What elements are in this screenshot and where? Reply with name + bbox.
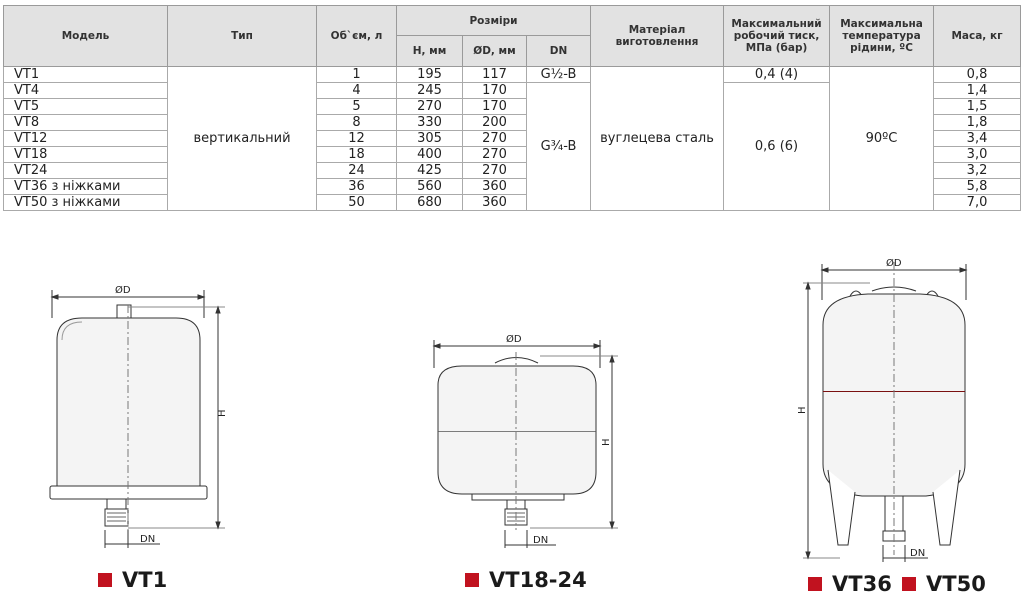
caption-vt36-label: VT36 (832, 572, 892, 596)
table-cell-d: 270 (463, 163, 527, 179)
table-cell-volume: 24 (317, 163, 397, 179)
dn-small-cell: G½-B (527, 67, 591, 83)
vt1-drawing (50, 290, 225, 548)
table-cell-model: VT18 (4, 147, 168, 163)
header-model: Модель (4, 6, 168, 67)
table-cell-h: 560 (397, 179, 463, 195)
table-cell-mass: 3,4 (934, 131, 1021, 147)
material-cell: вуглецева сталь (591, 67, 724, 211)
header-temperature: Максимальна температура рідини, ºC (830, 6, 934, 67)
caption-vt18 (465, 568, 587, 592)
table-cell-volume: 18 (317, 147, 397, 163)
table-cell-volume: 1 (317, 67, 397, 83)
red-square-icon (98, 573, 112, 587)
caption-vt1-label: VT1 (122, 568, 168, 592)
table-cell-d: 117 (463, 67, 527, 83)
table-cell-d: 170 (463, 99, 527, 115)
header-dn: DN (527, 36, 591, 67)
dn-large-cell: G¾-B (527, 83, 591, 211)
table-cell-volume: 8 (317, 115, 397, 131)
vt1-dim-dn-label: DN (140, 534, 156, 545)
pressure-large-cell: 0,6 (6) (724, 83, 830, 211)
red-square-icon (902, 577, 916, 591)
table-cell-model: VT1 (4, 67, 168, 83)
table-cell-mass: 1,4 (934, 83, 1021, 99)
table-cell-h: 305 (397, 131, 463, 147)
red-square-icon (465, 573, 479, 587)
vt36-dim-dn-label: DN (910, 548, 926, 559)
red-square-icon (808, 577, 822, 591)
table-cell-volume: 12 (317, 131, 397, 147)
vt18-dim-d-label: ØD (506, 334, 522, 345)
table-cell-volume: 4 (317, 83, 397, 99)
caption-vt50 (902, 572, 986, 596)
table-cell-model: VT24 (4, 163, 168, 179)
table-cell-volume: 36 (317, 179, 397, 195)
table-cell-d: 360 (463, 179, 527, 195)
caption-vt18-label: VT18-24 (489, 568, 587, 592)
header-d: ØD, мм (463, 36, 527, 67)
vt18-drawing (434, 340, 618, 548)
table-cell-h: 245 (397, 83, 463, 99)
vt36-dim-h-label: H (797, 406, 808, 414)
table-cell-model: VT36 з ніжками (4, 179, 168, 195)
table-cell-h: 195 (397, 67, 463, 83)
header-volume: Об`єм, л (317, 6, 397, 67)
table-cell-d: 200 (463, 115, 527, 131)
pressure-small-cell: 0,4 (4) (724, 67, 830, 83)
vt18-dim-dn-label: DN (533, 535, 549, 546)
tank-drawings (0, 250, 1024, 601)
caption-vt1 (98, 568, 167, 592)
vt1-dim-h-label: H (217, 409, 228, 417)
header-h: H, мм (397, 36, 463, 67)
type-cell: вертикальний (168, 67, 317, 211)
table-cell-mass: 7,0 (934, 195, 1021, 211)
table-cell-h: 330 (397, 115, 463, 131)
table-cell-mass: 5,8 (934, 179, 1021, 195)
table-cell-model: VT50 з ніжками (4, 195, 168, 211)
vt1-dim-d-label: ØD (115, 285, 131, 296)
table-cell-model: VT8 (4, 115, 168, 131)
table-cell-h: 270 (397, 99, 463, 115)
header-type: Тип (168, 6, 317, 67)
header-sizes: Розміри (397, 6, 591, 36)
spec-table (3, 5, 1021, 211)
table-cell-d: 170 (463, 83, 527, 99)
temperature-cell: 90ºC (830, 67, 934, 211)
table-cell-d: 270 (463, 147, 527, 163)
vt36-dim-d-label: ØD (886, 258, 902, 269)
table-cell-h: 680 (397, 195, 463, 211)
header-pressure: Максимальний робочий тиск, МПа (бар) (724, 6, 830, 67)
table-cell-model: VT4 (4, 83, 168, 99)
table-cell-volume: 50 (317, 195, 397, 211)
table-cell-mass: 1,8 (934, 115, 1021, 131)
table-cell-d: 270 (463, 131, 527, 147)
table-cell-h: 400 (397, 147, 463, 163)
header-mass: Маса, кг (934, 6, 1021, 67)
table-cell-d: 360 (463, 195, 527, 211)
table-cell-mass: 1,5 (934, 99, 1021, 115)
caption-vt36 (808, 572, 892, 596)
table-cell-mass: 3,0 (934, 147, 1021, 163)
header-material: Матеріал виготовлення (591, 6, 724, 67)
vt36-drawing (803, 262, 966, 562)
table-cell-model: VT5 (4, 99, 168, 115)
table-cell-mass: 0,8 (934, 67, 1021, 83)
vt18-dim-h-label: H (601, 438, 612, 446)
caption-vt50-label: VT50 (926, 572, 986, 596)
table-cell-volume: 5 (317, 99, 397, 115)
table-cell-model: VT12 (4, 131, 168, 147)
table-cell-mass: 3,2 (934, 163, 1021, 179)
table-cell-h: 425 (397, 163, 463, 179)
